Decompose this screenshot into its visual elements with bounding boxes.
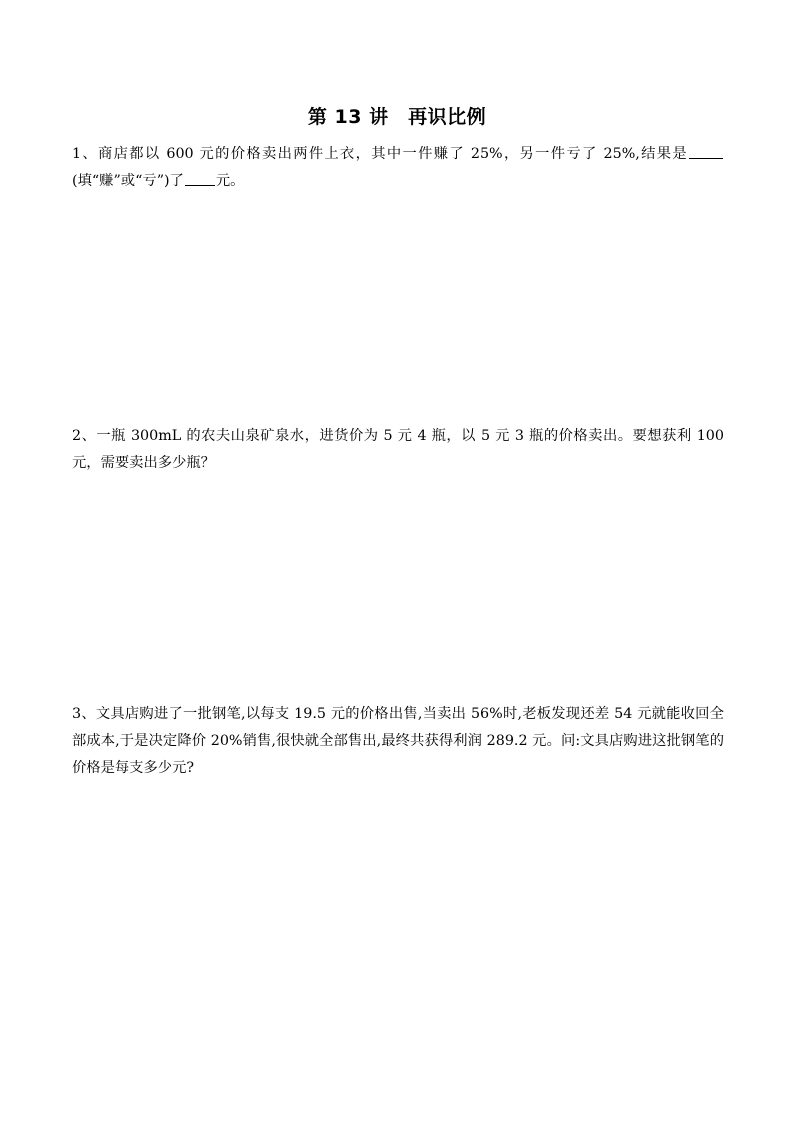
question-3: 3、文具店购进了一批钢笔,以每支 19.5 元的价格出售,当卖出 56%时,老板发现还差 54 元就能收回全部成本,于是决定降价 20%销售,很快就全部售出,最终共获得利润 289.2 元。问:文具店购进这批钢笔的价格是每支多少元?	[72, 706, 724, 776]
question-1-text-c: 元。	[215, 173, 245, 189]
question-1-text-b: (填“赚”或“亏”)了	[72, 173, 184, 189]
answer-blank-2[interactable]	[185, 171, 215, 186]
answer-blank-1[interactable]	[689, 144, 723, 159]
question-2: 2、一瓶 300mL 的农夫山泉矿泉水，进货价为 5 元 4 瓶，以 5 元 3 瓶的价格卖出。要想获利 100 元，需要卖出多少瓶？	[72, 428, 724, 471]
question-1	[72, 141, 724, 195]
question-1-text-a: 1、商店都以 600 元的价格卖出两件上衣，其中一件赚了 25%，另一件亏了 25%,结果是	[72, 146, 688, 162]
page-title: 第 13 讲 再识比例	[307, 106, 487, 128]
